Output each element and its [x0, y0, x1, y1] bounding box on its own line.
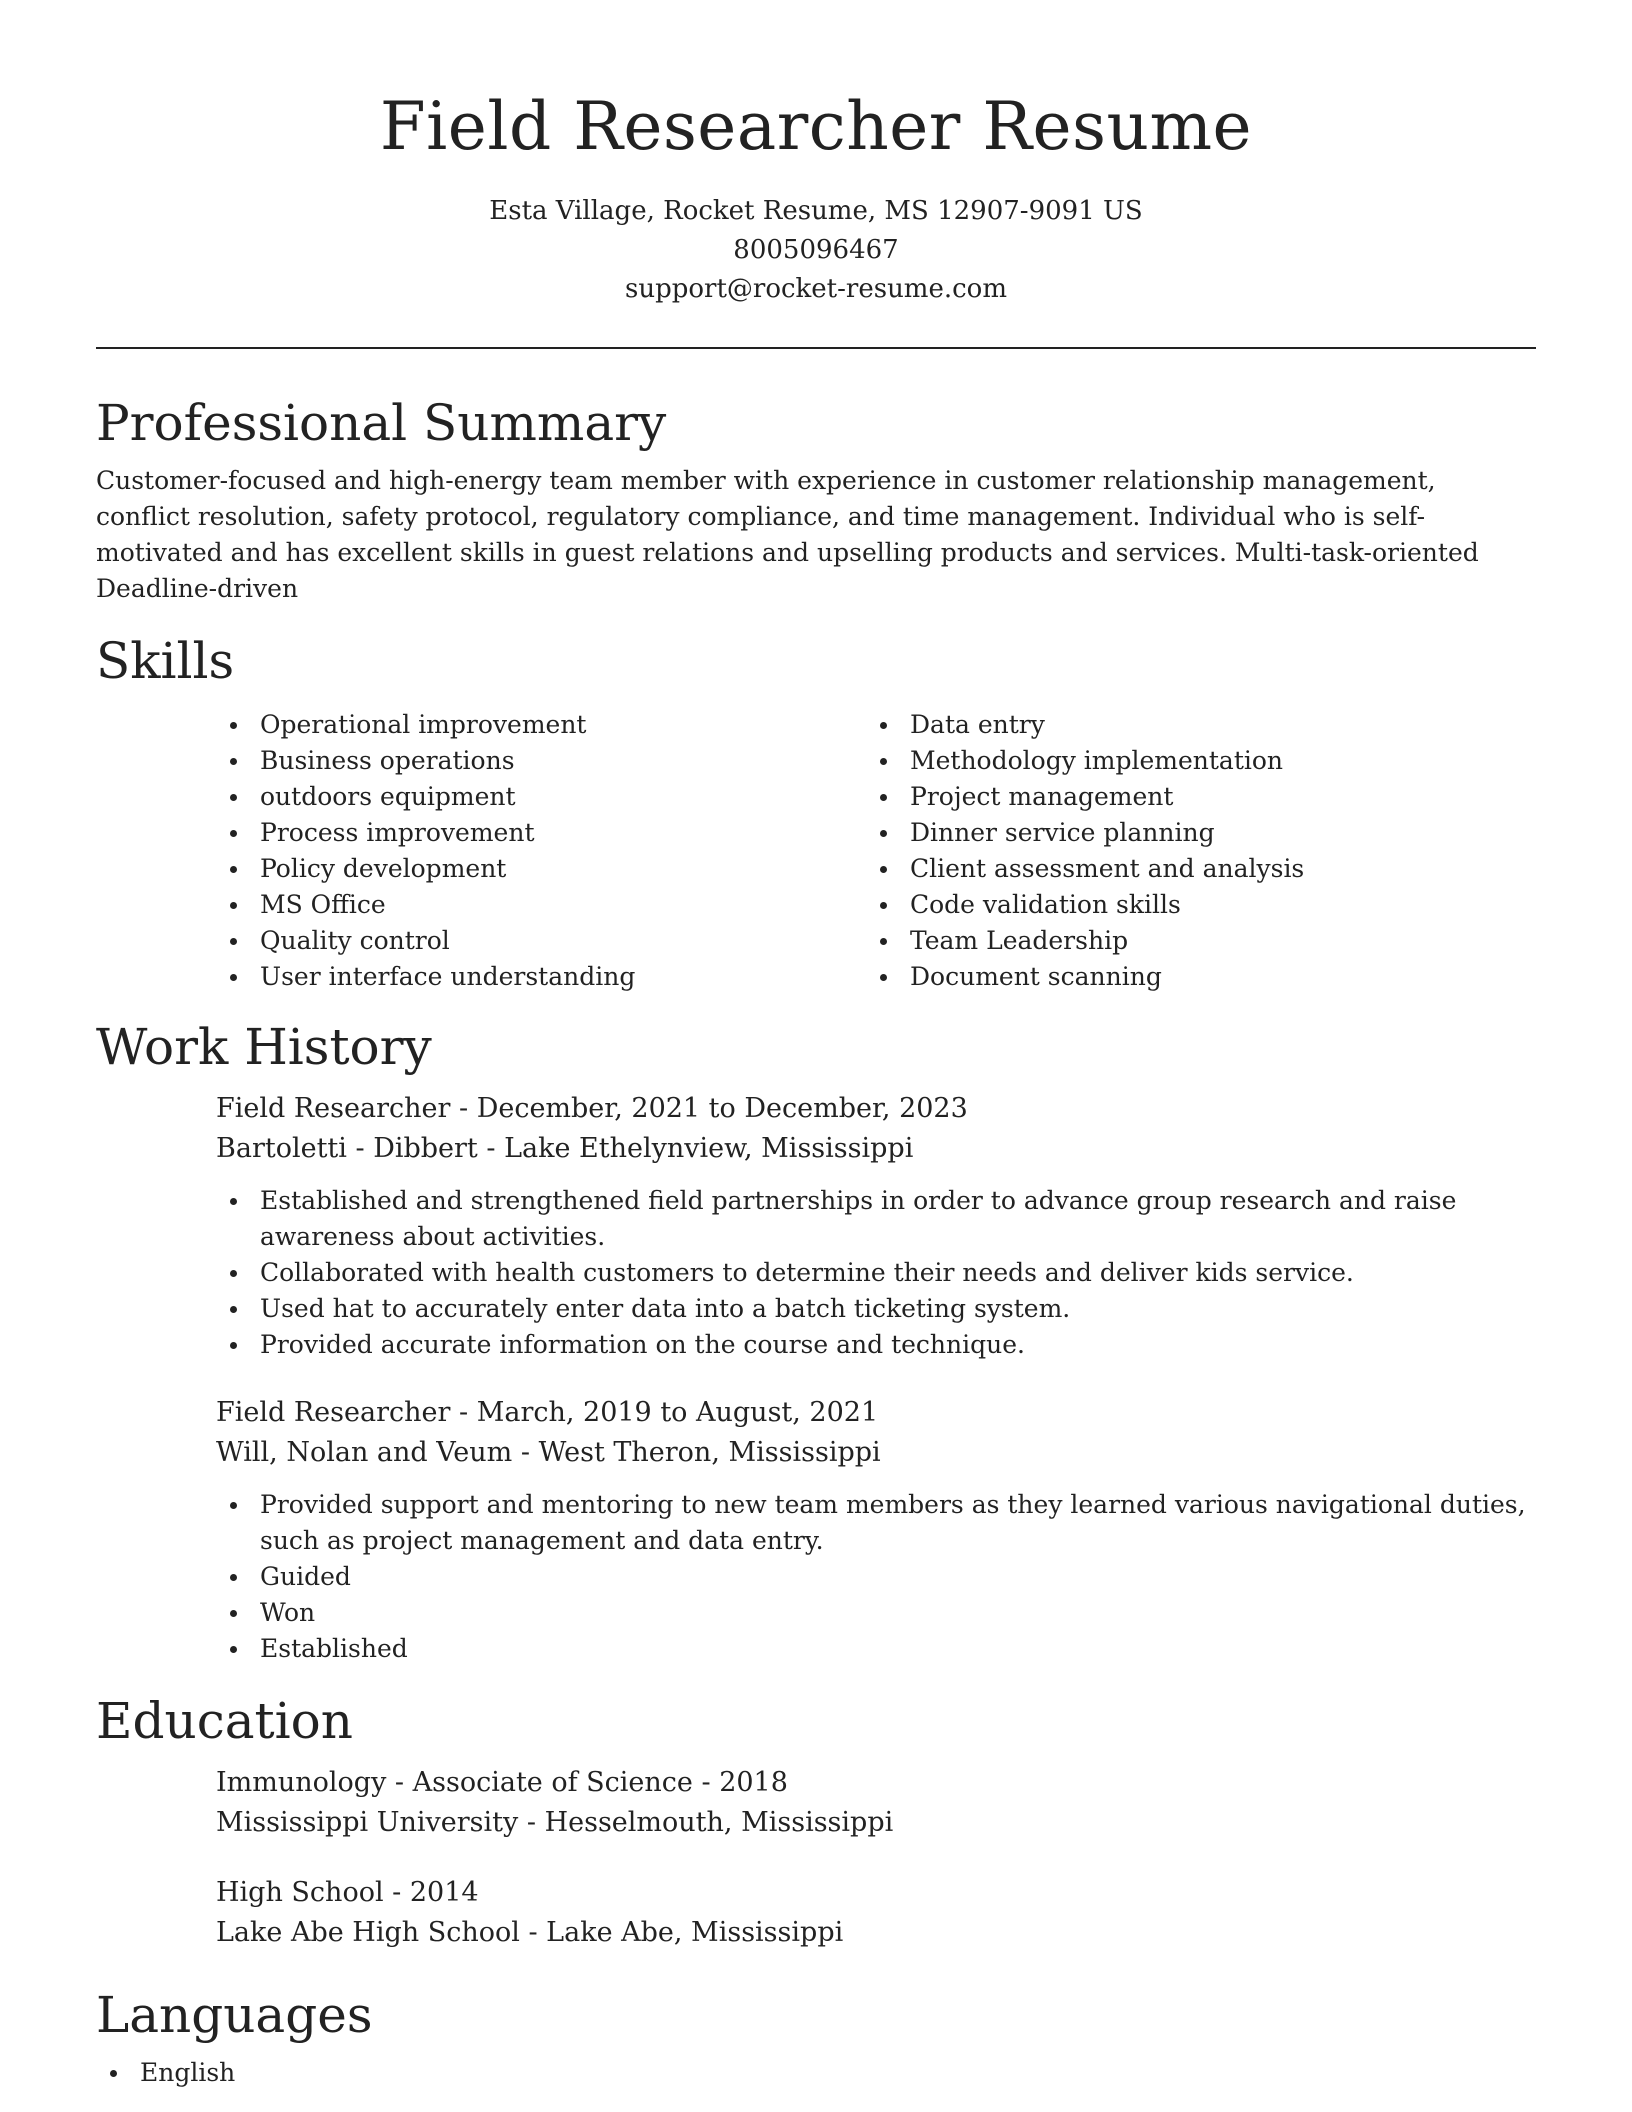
skill-item: Team Leadership — [866, 923, 1516, 959]
education-location: - Lake Abe, Mississippi — [519, 1917, 844, 1948]
skills-heading: Skills — [96, 632, 235, 690]
skills-column-right — [866, 707, 1516, 995]
education-degree: High School - 2014 — [216, 1877, 479, 1908]
job-bullets — [216, 1183, 1536, 1363]
education-entry — [216, 1763, 1536, 1843]
job-bullet: Collaborated with health customers to determine their needs and deliver kids service. — [216, 1255, 1536, 1291]
skill-item: Project management — [866, 779, 1516, 815]
education-heading: Education — [96, 1692, 353, 1750]
contact-address: Esta Village, Rocket Resume, MS 12907-9091 US — [489, 196, 1143, 226]
contact-block — [96, 192, 1536, 309]
skill-item: Operational improvement — [216, 707, 866, 743]
job-bullet: Provided accurate information on the course and technique. — [216, 1327, 1536, 1363]
education-location: - Hesselmouth, Mississippi — [518, 1807, 894, 1838]
resume-title: Field Researcher Resume — [379, 88, 1253, 165]
education-section — [96, 1689, 1536, 1953]
skill-item: User interface understanding — [216, 959, 866, 995]
contact-email: support@rocket-resume.com — [624, 274, 1007, 304]
job-bullet: Established and strengthened field partnerships in order to advance group research and raise awareness about activities. — [216, 1183, 1536, 1255]
job-bullet: Guided — [216, 1559, 1536, 1595]
job-dates: - December, 2021 to December, 2023 — [450, 1093, 968, 1124]
job-company: Bartoletti - Dibbert — [216, 1133, 478, 1164]
job-bullet: Used hat to accurately enter data into a batch ticketing system. — [216, 1291, 1536, 1327]
education-school: Mississippi University — [216, 1807, 519, 1838]
job-entry — [216, 1089, 1536, 1363]
education-school: Lake Abe High School — [216, 1917, 520, 1948]
skill-item: Methodology implementation — [866, 743, 1516, 779]
job-bullet: Established — [216, 1631, 1536, 1667]
work-heading: Work History — [96, 1018, 432, 1076]
skill-item: Dinner service planning — [866, 815, 1516, 851]
education-school-line — [216, 1803, 1536, 1843]
job-role: Field Researcher — [216, 1093, 451, 1124]
skill-item: Document scanning — [866, 959, 1516, 995]
job-company-line — [216, 1433, 1536, 1473]
job-dates: - March, 2019 to August, 2021 — [450, 1397, 879, 1428]
job-bullets — [216, 1487, 1536, 1667]
job-title-line — [216, 1393, 1536, 1433]
skill-item: MS Office — [216, 887, 866, 923]
skills-columns — [216, 707, 1536, 995]
language-item: English — [96, 2055, 1536, 2091]
skill-item: Code validation skills — [866, 887, 1516, 923]
education-entry — [216, 1873, 1536, 1953]
job-role: Field Researcher — [216, 1397, 451, 1428]
summary-text: Customer-focused and high-energy team member with experience in customer relationship management, conflict resolution, safety protocol, regulatory compliance, and time management. Individual who is self-motivated and has excellent skills in guest relations and upselling products and services. Multi-task-oriented Deadline-driven — [96, 466, 1479, 603]
work-section — [96, 1015, 1536, 1667]
job-bullet: Won — [216, 1595, 1536, 1631]
skill-item: Business operations — [216, 743, 866, 779]
job-company-line — [216, 1129, 1536, 1169]
languages-list — [96, 2055, 1536, 2091]
summary-heading: Professional Summary — [96, 394, 667, 452]
education-school-line — [216, 1913, 1536, 1953]
skill-item: Process improvement — [216, 815, 866, 851]
job-bullet: Provided support and mentoring to new team members as they learned various navigational duties, such as project management and data entry. — [216, 1487, 1536, 1559]
summary-section — [96, 391, 1536, 607]
resume-header — [96, 0, 1536, 309]
job-company: Will, Nolan and Veum — [216, 1437, 513, 1468]
contact-phone: 8005096467 — [733, 235, 899, 265]
job-entry — [216, 1393, 1536, 1667]
languages-heading: Languages — [96, 1986, 373, 2044]
skill-item: Data entry — [866, 707, 1516, 743]
skills-column-left — [216, 707, 866, 995]
job-title-line — [216, 1089, 1536, 1129]
header-divider — [96, 347, 1536, 349]
job-location: - Lake Ethelynview, Mississippi — [477, 1133, 914, 1164]
skill-item: Policy development — [216, 851, 866, 887]
skill-item: Client assessment and analysis — [866, 851, 1516, 887]
skills-section — [96, 629, 1536, 995]
languages-section — [96, 1983, 1536, 2091]
skill-item: outdoors equipment — [216, 779, 866, 815]
skill-item: Quality control — [216, 923, 866, 959]
resume-page — [96, 0, 1536, 2091]
job-location: - West Theron, Mississippi — [512, 1437, 881, 1468]
education-degree: Immunology - Associate of Science - 2018 — [216, 1767, 788, 1798]
